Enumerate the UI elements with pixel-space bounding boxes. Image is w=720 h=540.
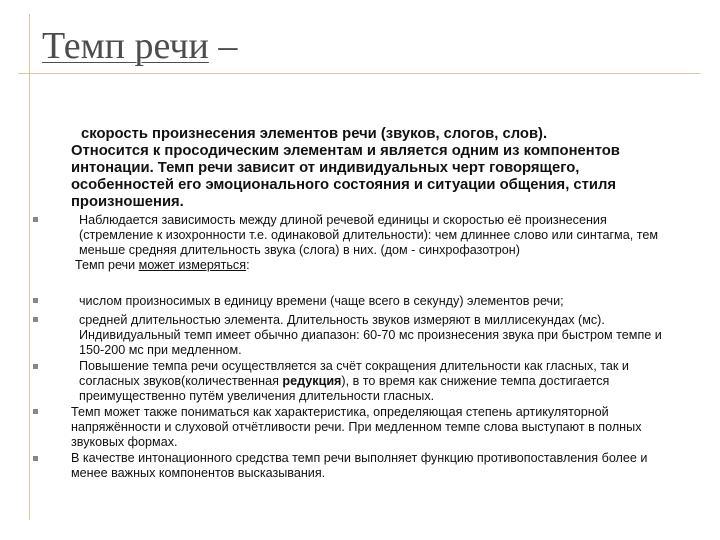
measure-suffix: : [246,258,250,272]
bullet-icon [33,317,38,322]
list-item-duration [71,313,679,358]
measure-underlined: может измеряться [138,258,247,272]
definition-first-line: скорость произнесения элементов речи (звуков, слогов, слов). [81,126,548,142]
bullet-icon [33,217,38,222]
articulation-text: Темп может также пониматься как характеристика, определяющая степень артикуляторной напряжённости и слуховой отчётливости речи. При медленном темпе слова выступают в полных звуковых формах. [71,405,642,449]
bullet-icon [33,409,38,414]
definition-rest: Относится к просодическим элементам и является одним из компонентов интонации. Темп речи зависит от индивидуальных черт говорящего, особенностей его эмоционального состояния и ситуации общения, стиля произношения. [71,143,620,210]
definition-block [71,126,631,211]
list-item-articulation [71,405,679,450]
vertical-rule [29,14,30,520]
measure-prefix: Темп речи [75,258,139,272]
list-item-dependence [71,213,679,273]
bullet-icon [33,364,38,369]
increase-before: Повышение темпа речи осуществляется за счёт сокращения длительности как гласных, так и согласных звуков(количественная [79,359,629,388]
count-text: числом произносимых в единицу времени (чаще всего в секунду) элементов речи; [79,294,564,308]
list-item-increase [71,359,679,404]
bullet-icon [33,456,38,461]
list-item-count [71,294,679,309]
title-dash: – [218,25,238,67]
title-main: Темп речи [42,25,209,67]
increase-text [71,359,679,404]
intonation-text: В качестве интонационного средства темп речи выполняет функцию противопоставления более и менее важных компонентов высказывания. [71,451,648,480]
dependence-text: Наблюдается зависимость между длиной речевой единицы и скоростью её произнесения (стремление к изохронности т.е. одинаковой длительности): чем длиннее слово или синтагма, тем меньше средняя длительность звука (слога) в них. (дом - синхрофазотрон) [79,213,659,257]
increase-after: ), в то время как снижение темпа достигается преимущественно путём увеличения длительности гласных. [79,374,610,403]
list-item-intonation [71,451,679,481]
bullet-icon [33,298,38,303]
slide-title [42,22,237,70]
measure-line [71,258,679,273]
duration-text: средней длительностью элемента. Длительность звуков измеряют в миллисекундах (мс). Индивидуальный темп имеет обычно диапазон: 60-70 мс произнесения звука при быстром темпе и 150-200 мс при медленном. [79,313,662,357]
horizontal-rule [18,73,700,74]
increase-bold-term: редукция [282,374,342,388]
